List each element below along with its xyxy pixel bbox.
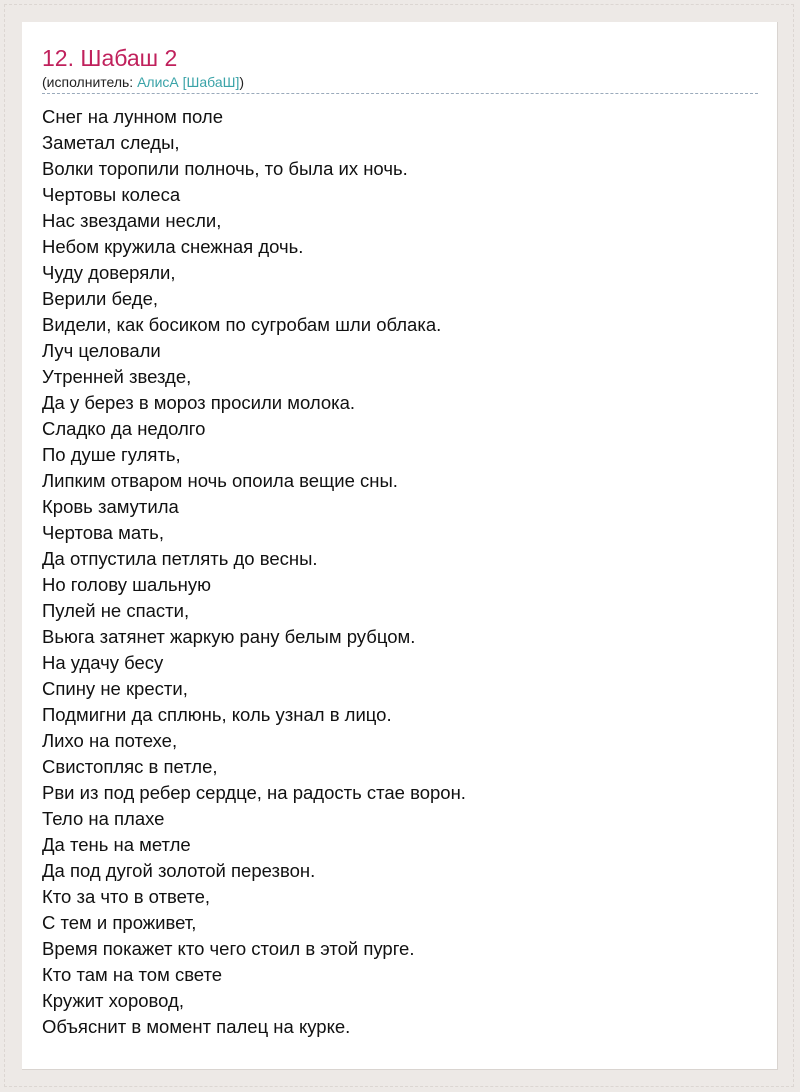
artist-suffix: ) (239, 74, 245, 90)
lyric-line: Свистопляс в петле, (42, 756, 218, 777)
lyric-line: Тело на плахе (42, 808, 165, 829)
lyric-line: Нас звездами несли, (42, 210, 222, 231)
lyric-line: Сладко да недолго (42, 418, 206, 439)
lyric-line: Утренней звезде, (42, 366, 192, 387)
lyric-line: Пулей не спасти, (42, 600, 190, 621)
lyric-line: Да под дугой золотой перезвон. (42, 860, 316, 881)
lyric-line: Подмигни да сплюнь, коль узнал в лицо. (42, 704, 392, 725)
lyric-line: Заметал следы, (42, 132, 180, 153)
lyric-line: Чуду доверяли, (42, 262, 176, 283)
lyric-line: Чертовы колеса (42, 184, 181, 205)
song-title: 12. Шабаш 2 (42, 45, 178, 71)
lyric-line: Небом кружила снежная дочь. (42, 236, 304, 257)
lyrics-card (22, 22, 778, 1070)
artist-link[interactable]: АлисА [ШабаШ] (137, 74, 240, 90)
lyric-line: Кто за что в ответе, (42, 886, 211, 907)
lyric-line: Кружит хоровод, (42, 990, 184, 1011)
lyric-line: Чертова мать, (42, 522, 164, 543)
artist-line (42, 73, 758, 94)
lyric-line: Снег на лунном поле (42, 106, 224, 127)
lyric-line: Лихо на потехе, (42, 730, 178, 751)
lyric-line: Да тень на метле (42, 834, 191, 855)
lyric-line: Кровь замутила (42, 496, 179, 517)
lyric-line: Липким отваром ночь опоила вещие сны. (42, 470, 398, 491)
lyric-line: Да у берез в мороз просили молока. (42, 392, 356, 413)
artist-prefix: (исполнитель: (42, 74, 138, 90)
lyric-line: Верили беде, (42, 288, 159, 309)
lyric-line: С тем и проживет, (42, 912, 197, 933)
lyric-line: Луч целовали (42, 340, 161, 361)
lyric-line: Кто там на том свете (42, 964, 223, 985)
lyric-line: По душе гулять, (42, 444, 181, 465)
lyrics-text (42, 104, 466, 1040)
lyric-line: На удачу бесу (42, 652, 164, 673)
lyric-line: Да отпустила петлять до весны. (42, 548, 318, 569)
lyric-line: Время покажет кто чего стоил в этой пурге. (42, 938, 415, 959)
lyric-line: Видели, как босиком по сугробам шли облака. (42, 314, 442, 335)
lyric-line: Спину не крести, (42, 678, 188, 699)
lyric-line: Объяснит в момент палец на курке. (42, 1016, 351, 1037)
lyric-line: Но голову шальную (42, 574, 212, 595)
lyric-line: Вьюга затянет жаркую рану белым рубцом. (42, 626, 416, 647)
lyric-line: Волки торопили полночь, то была их ночь. (42, 158, 408, 179)
lyric-line: Рви из под ребер сердце, на радость стае ворон. (42, 782, 466, 803)
